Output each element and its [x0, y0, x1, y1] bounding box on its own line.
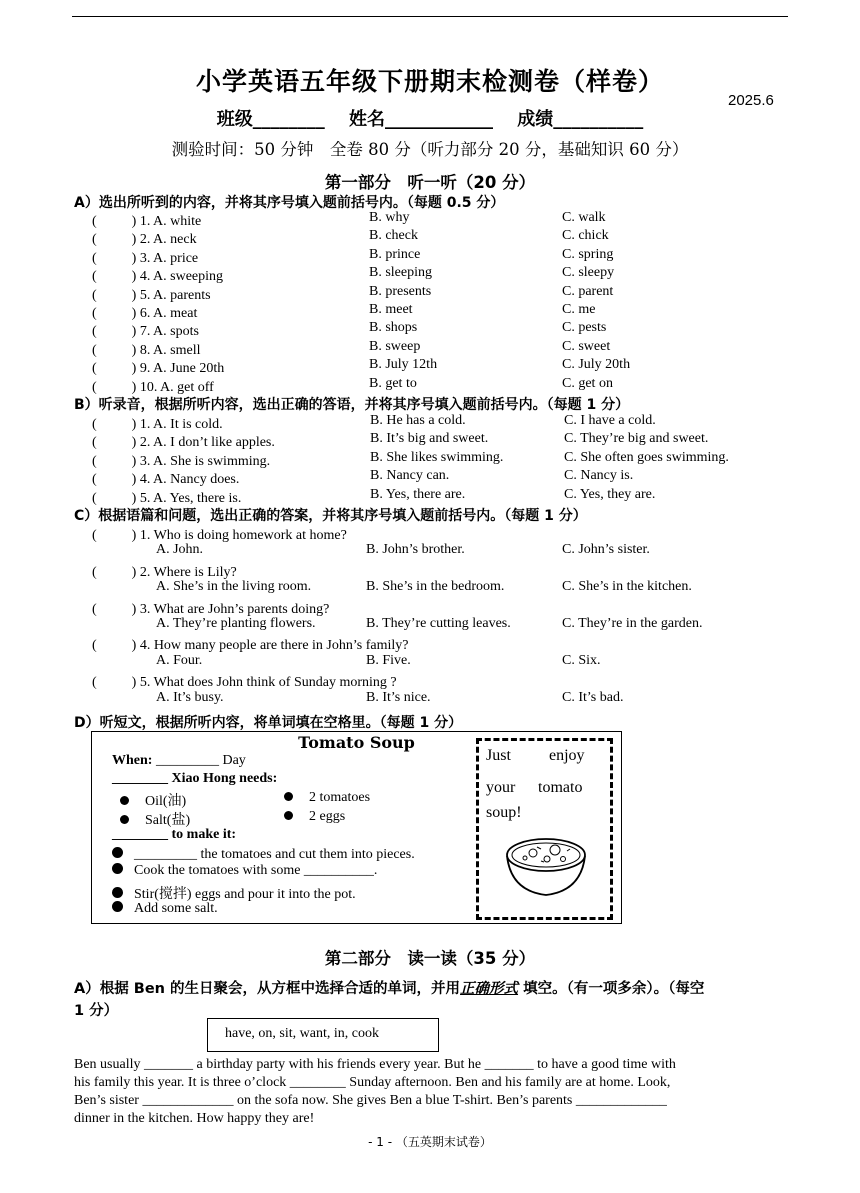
recipe-title: Tomato Soup — [298, 733, 415, 752]
question-row: C. spring — [562, 246, 614, 262]
question-row: C. She often goes swimming. — [564, 449, 729, 465]
question-row: C. sweet — [562, 338, 611, 354]
question-row: C. Nancy is. — [564, 468, 634, 484]
ingredient-tomatoes: 2 tomatoes — [284, 790, 370, 806]
answer-row: C. John’s sister. — [562, 542, 650, 558]
answer-row: B. It’s nice. — [366, 689, 431, 705]
time-info: 测验时间：50 分钟 全卷 80 分（听力部分 20 分，基础知识 60 分） — [171, 140, 689, 159]
question-row: C. parent — [562, 283, 614, 299]
question-row: B. It’s big and sweet. — [370, 431, 489, 447]
question-row: B. meet — [369, 302, 413, 317]
section-c-instruction: C）根据语篇和问题，选出正确的答案，并将其序号填入题前括号内。（每题 1 分） — [74, 508, 587, 524]
recipe-make: ________ to make it: — [112, 827, 237, 842]
step-1: _________ the tomatoes and cut them into pieces. — [112, 847, 415, 863]
recipe-needs: ________ Xiao Hong needs: — [112, 771, 278, 786]
score-field: 成绩__________ — [517, 109, 644, 130]
question-row: B. prince — [369, 246, 421, 262]
enjoy-box: Just enjoy your tomato soup! — [476, 738, 613, 920]
question-row: B. sleeping — [369, 265, 432, 281]
question-row: ( ) 3. A. She is swimming. — [92, 453, 271, 469]
answer-row: B. John’s brother. — [366, 542, 465, 558]
question-row: ( ) 3. What are John’s parents doing? — [92, 601, 330, 617]
question-row: C. walk — [562, 210, 606, 225]
question-row: ( ) 10. A. get off — [92, 379, 214, 395]
question-row: B. Nancy can. — [370, 468, 450, 484]
step-3: Stir(搅拌) eggs and pour it into the pot. — [112, 883, 356, 903]
question-row: ( ) 4. How many people are there in John’s family? — [92, 638, 409, 654]
class-field: 班级________ — [216, 109, 325, 130]
question-row: B. She likes swimming. — [370, 449, 504, 465]
ingredient-eggs: 2 eggs — [284, 809, 345, 825]
recipe-when: When: _________ Day — [112, 753, 246, 768]
page-footer: - 1 - （五英期末试卷） — [368, 1135, 492, 1149]
question-row: ( ) 2. A. I don’t like apples. — [92, 435, 275, 451]
question-row: ( ) 5. What does John think of Sunday morning ? — [92, 675, 397, 691]
question-row: ( ) 7. A. spots — [92, 324, 199, 340]
answer-row: B. She’s in the bedroom. — [366, 579, 505, 595]
question-row: ( ) 1. Who is doing homework at home? — [92, 528, 347, 543]
part2-title: 第二部分 读一读（35 分） — [324, 949, 536, 968]
answer-row: A. John. — [156, 542, 204, 558]
student-info — [0, 105, 860, 131]
part1-title: 第一部分 听一听（20 分） — [324, 173, 536, 192]
section-d-instruction: D）听短文，根据所听内容，将单词填在空格里。（每题 1 分） — [74, 715, 463, 731]
question-row: ( ) 4. A. Nancy does. — [92, 472, 240, 488]
question-row: B. shops — [369, 320, 418, 336]
question-row: C. chick — [562, 228, 609, 244]
passage-line-1: Ben usually _______ a birthday party with his friends every year. But he _______ to have a good time with — [74, 1057, 676, 1072]
question-row: ( ) 5. A. Yes, there is. — [92, 490, 242, 506]
question-row: B. He has a cold. — [370, 413, 466, 428]
answer-row: C. She’s in the kitchen. — [562, 579, 692, 595]
ingredient-oil: Oil(油) — [120, 790, 186, 810]
answer-row: B. They’re cutting leaves. — [366, 616, 511, 631]
question-row: B. check — [369, 228, 418, 244]
question-row: C. get on — [562, 375, 613, 391]
question-row: C. I have a cold. — [564, 413, 656, 428]
answer-row: C. They’re in the garden. — [562, 616, 703, 631]
answer-row: A. Four. — [156, 652, 203, 668]
soup-bowl-icon — [503, 835, 589, 901]
question-row: B. presents — [369, 283, 432, 299]
question-row: ( ) 6. A. meat — [92, 306, 198, 321]
question-row: ( ) 2. Where is Lily? — [92, 564, 237, 580]
question-row: B. why — [369, 210, 410, 225]
question-row: C. me — [562, 302, 596, 317]
answer-row: A. They’re planting flowers. — [156, 616, 316, 631]
exam-date: 2025.6 — [728, 92, 774, 109]
exam-title: 小学英语五年级下册期末检测卷（样卷） — [195, 67, 664, 96]
answer-row: A. She’s in the living room. — [156, 579, 312, 595]
step-4: Add some salt. — [112, 901, 218, 917]
question-row: C. Yes, they are. — [564, 486, 656, 502]
question-row: ( ) 1. A. white — [92, 214, 202, 229]
question-row: B. July 12th — [369, 357, 438, 373]
question-row: ( ) 1. A. It is cold. — [92, 417, 223, 432]
question-row: ( ) 2. A. neck — [92, 232, 197, 248]
question-row: ( ) 5. A. parents — [92, 287, 211, 303]
passage-line-3: Ben’s sister _____________ on the sofa now. She gives Ben a blue T-shirt. Ben’s parents _____________ — [74, 1093, 667, 1108]
question-row: C. They’re big and sweet. — [564, 431, 709, 447]
ingredient-salt: Salt(盐) — [120, 809, 190, 829]
word-box: have, on, sit, want, in, cook — [207, 1018, 439, 1052]
question-row: C. sleepy — [562, 265, 615, 281]
part2-section-a-instruction: A）根据 Ben 的生日聚会，从方框中选择合适的单词，并用正确形式 填空。（有一项多余）。（每空 — [74, 981, 705, 997]
section-b-instruction: B）听录音，根据所听内容，选出正确的答语，并将其序号填入题前括号内。（每题 1 分） — [74, 397, 630, 413]
name-field: 姓名____________ — [349, 109, 493, 130]
passage-line-4: dinner in the kitchen. How happy they are! — [74, 1111, 315, 1126]
top-rule — [72, 16, 788, 17]
answer-row: C. Six. — [562, 652, 601, 668]
answer-row: B. Five. — [366, 652, 411, 668]
question-row: C. pests — [562, 320, 607, 336]
passage-line-2: his family this year. It is three o’clock ________ Sunday afternoon. Ben and his family are at home. Look, — [74, 1075, 671, 1090]
step-2: Cook the tomatoes with some __________. — [112, 863, 377, 879]
question-row: ( ) 9. A. June 20th — [92, 361, 225, 377]
question-row: ( ) 4. A. sweeping — [92, 269, 224, 285]
question-row: B. Yes, there are. — [370, 486, 466, 502]
question-row: ( ) 8. A. smell — [92, 342, 201, 358]
question-row: B. sweep — [369, 338, 421, 354]
question-row: B. get to — [369, 375, 417, 391]
question-row: ( ) 3. A. price — [92, 250, 199, 266]
section-a-instruction: A）选出所听到的内容，并将其序号填入题前括号内。（每题 0.5 分） — [74, 195, 505, 211]
question-row: C. July 20th — [562, 357, 631, 373]
answer-row: C. It’s bad. — [562, 689, 624, 705]
answer-row: A. It’s busy. — [156, 689, 224, 705]
part2-section-a-instruction-2: 1 分） — [74, 1003, 119, 1019]
